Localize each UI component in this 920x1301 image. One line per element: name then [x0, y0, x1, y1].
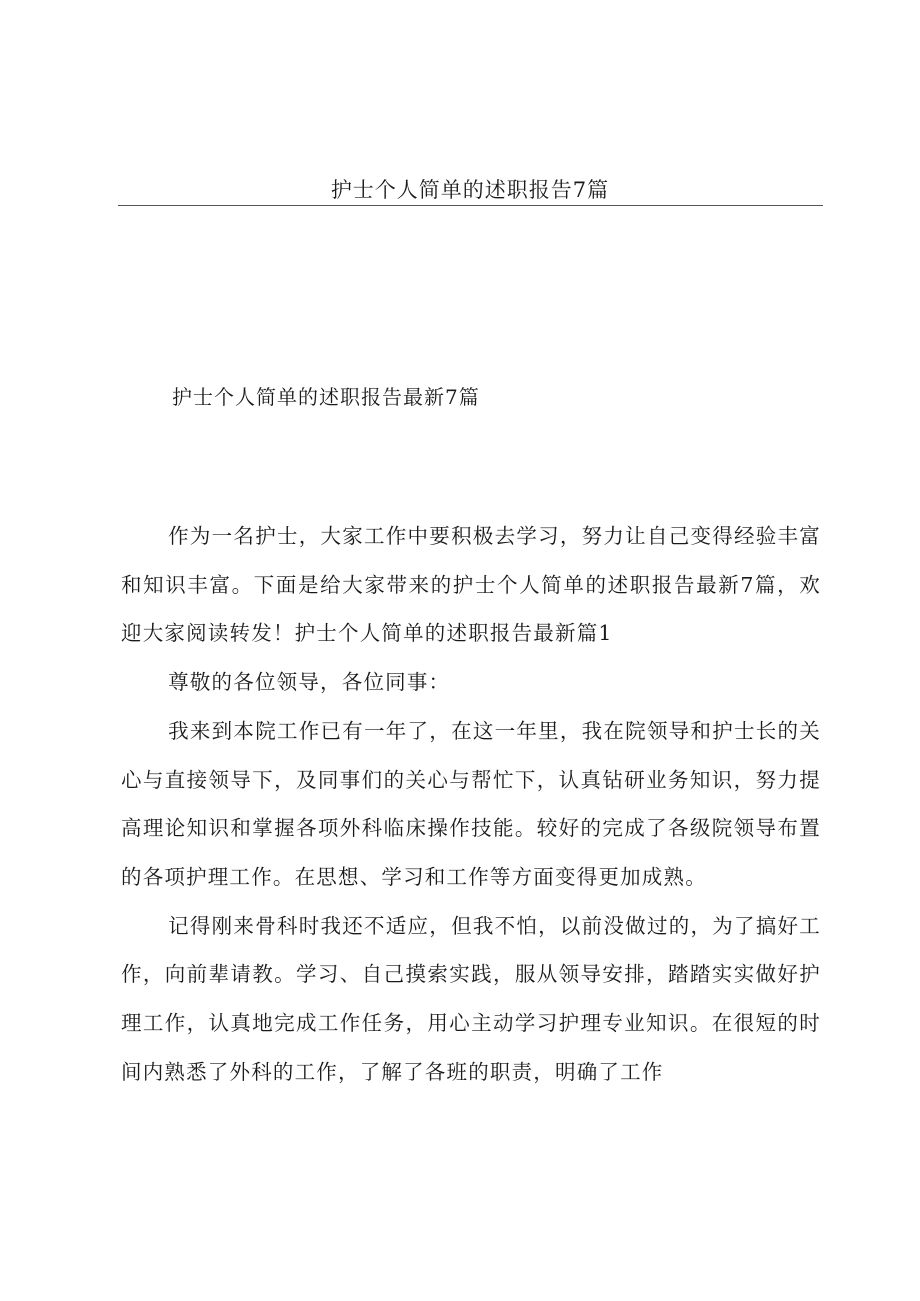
paragraph-orthopedics: 记得刚来骨科时我还不适应，但我不怕，以前没做过的，为了搞好工作，向前辈请教。学习、自己摸索实践，服从领导安排，踏踏实实做好护理工作，认真地完成工作任务，用心主动学习护理专业知识。在很短的时间内熟悉了外科的工作，了解了各班的职责，明确了工作: [121, 913, 821, 1084]
header-divider: [118, 205, 823, 206]
paragraph-work-summary: 我来到本院工作已有一年了，在这一年里，我在院领导和护士长的关心与直接领导下，及同事们的关心与帮忙下，认真钻研业务知识，努力提高理论知识和掌握各项外科临床操作技能。较好的完成了各级院领导布置的各项护理工作。在思想、学习和工作等方面变得更加成熟。: [121, 718, 821, 889]
page-header-title: 护士个人简单的述职报告7篇: [330, 178, 610, 202]
document-body: [121, 512, 821, 1096]
paragraph-salutation: 尊敬的各位领导，各位同事：: [168, 670, 451, 695]
document-subtitle: 护士个人简单的述职报告最新7篇: [172, 385, 480, 409]
paragraph-intro: 作为一名护士，大家工作中要积极去学习，努力让自己变得经验丰富和知识丰富。下面是给大家带来的护士个人简单的述职报告最新7篇，欢迎大家阅读转发！护士个人简单的述职报告最新篇1: [121, 524, 821, 646]
